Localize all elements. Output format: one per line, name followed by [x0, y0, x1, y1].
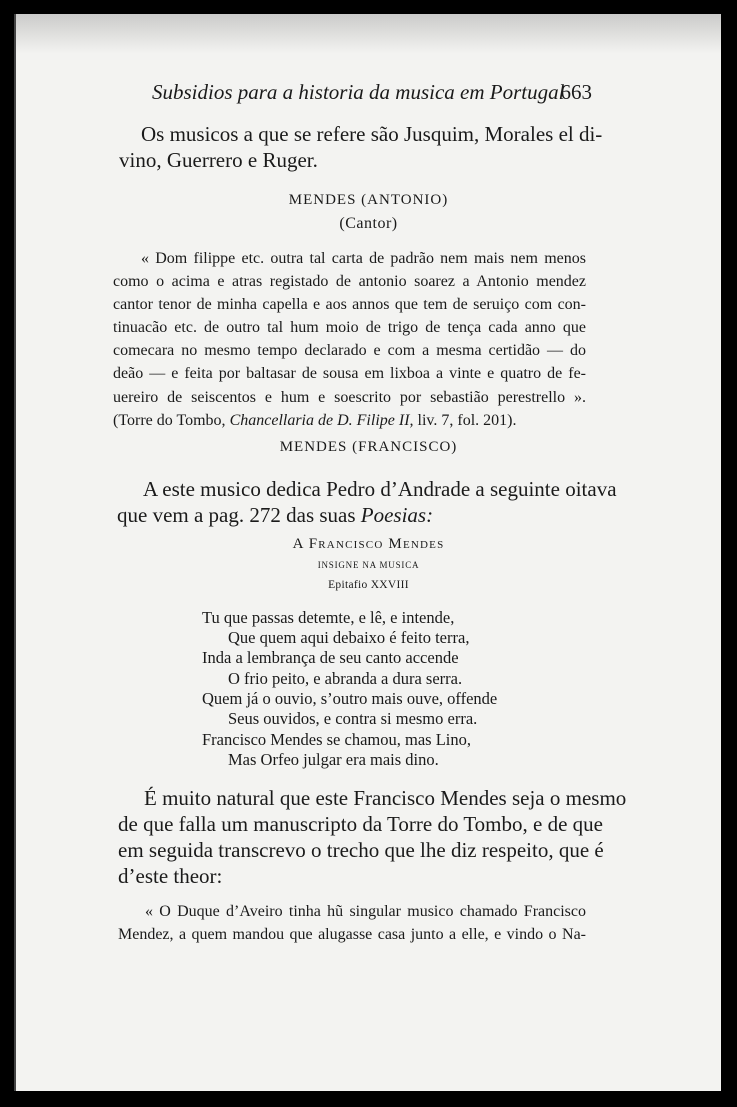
closing-quote: [145, 900, 586, 923]
closing-line: em seguida transcrevo o trecho que lhe diz respeito, que é: [118, 838, 604, 862]
francisco-intro-line-1: A este musico dedica Pedro d’Andrade a seguinte oitava: [143, 477, 617, 501]
poem-line: Francisco Mendes se chamou, mas Lino,: [202, 730, 471, 749]
closing-quote-line: « O Duque d’Aveiro tinha hũ singular musico chamado Francisco: [145, 903, 586, 920]
poem-line: Seus ouvidos, e contra si mesmo erra.: [228, 709, 478, 728]
section-subheading-cantor: (Cantor): [339, 215, 398, 232]
poem-line: Quem já o ouvio, s’outro mais ouve, offende: [202, 689, 498, 708]
poem-line: Inda a lembrança de seu canto accende: [202, 648, 459, 667]
quote-line: cantor tenor de minha capella e aos annos que tem de seruiço com con-: [113, 296, 586, 314]
intro-paragraph: [119, 121, 603, 173]
poem-epitaph-number: Epitafio XXVIII: [328, 579, 409, 591]
section-heading-antonio: MENDES (ANTONIO): [288, 192, 449, 208]
section-heading-francisco: MENDES (FRANCISCO): [279, 439, 458, 455]
quote-line: uereiro de seiscentos e hum e soescrito por sebastião perestrello ».: [113, 388, 586, 406]
intro-text: que vem a pag. 272 das suas: [117, 503, 356, 527]
antonio-quote: [113, 247, 586, 432]
poem-line: O frio peito, e abranda a dura serra.: [228, 669, 463, 688]
francisco-intro-line-2: [117, 502, 587, 528]
citation-location: liv. 7, fol. 201).: [417, 411, 517, 429]
closing-quote-line: Mendez, a quem mandou que alugasse casa junto a elle, e vindo o Na-: [118, 926, 586, 943]
poem-line: Mas Orfeo julgar era mais dino.: [228, 750, 439, 769]
closing-paragraph: [118, 785, 627, 889]
book-page: [14, 14, 721, 1091]
quote-line: deão — e feita por baltasar de sousa em lixboa a vinte e quatro de fe-: [113, 365, 586, 383]
closing-line: d’este theor:: [118, 864, 223, 888]
closing-line: É muito natural que este Francisco Mendes seja o mesmo: [144, 786, 627, 810]
quote-line: tinuacão etc. de outro tal hum moio de trigo de tença cada anno que: [113, 319, 586, 337]
source-citation: [113, 409, 586, 432]
poem-line: Que quem aqui debaixo é feito terra,: [228, 628, 470, 647]
book-title: Poesias:: [360, 503, 434, 527]
closing-line: de que falla um manuscripto da Torre do Tombo, e de que: [118, 812, 603, 836]
citation-title: Chancellaria de D. Filipe II,: [229, 411, 414, 429]
running-title: Subsidios para a historia da musica em Portugal: [152, 80, 565, 104]
quote-line: « Dom filippe etc. outra tal carta de padrão nem mais nem menos: [141, 250, 586, 267]
page-number: 663: [560, 80, 592, 104]
intro-line-1: Os musicos a que se refere são Jusquim, Morales el di-: [141, 122, 603, 146]
closing-quote-continued: [118, 923, 586, 946]
citation-prefix: (Torre do Tombo,: [113, 411, 226, 429]
quote-line: como o acima e atras registado de antonio soarez a Antonio mendez: [113, 273, 586, 291]
quote-line: comecara no mesmo tempo declarado e com a mesma certidão — do: [113, 342, 586, 360]
intro-line-2: vino, Guerrero e Ruger.: [119, 148, 318, 172]
poem-title: A Francisco Mendes: [292, 536, 445, 552]
poem-subtitle: INSIGNE NA MUSICA: [317, 560, 420, 570]
francisco-intro: [117, 476, 617, 528]
poem-line: Tu que passas detemte, e lê, e intende,: [202, 608, 455, 627]
running-header: [152, 80, 592, 108]
